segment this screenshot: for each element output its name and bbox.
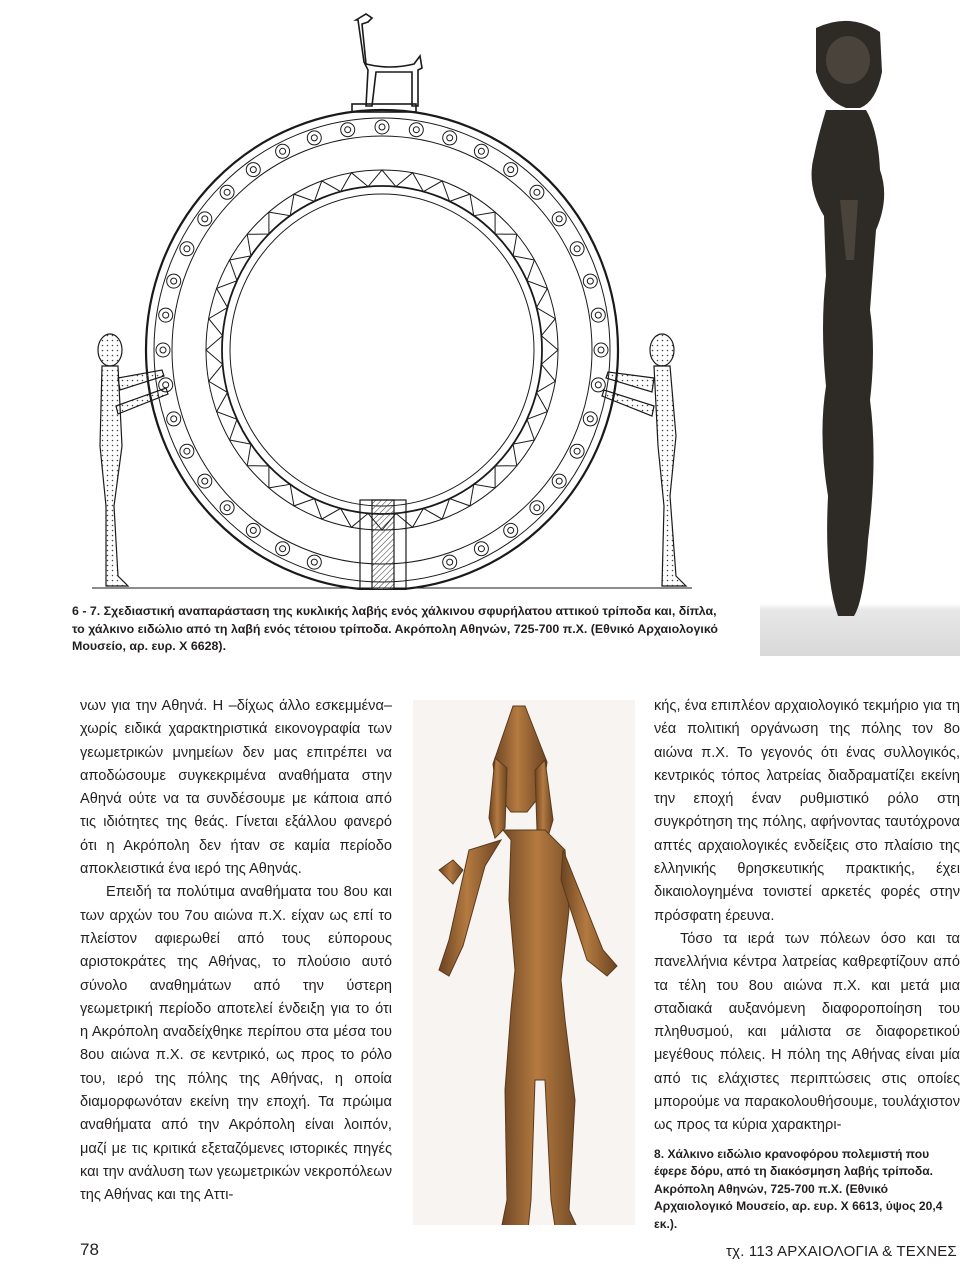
paragraph: Επειδή τα πολύτιμα αναθήματα του 8ου και των αρχών του 7ου αιώνα π.Χ. είχαν ως επί το πλείστον αφιερωθεί από τους εύπορους αριστοκράτες της Αθήνας, το πλούσιο αυτό σύνολο αναθημάτων από την ύστερη γεωμετρική περίοδο αποτελεί ένδειξη για το ότι η Ακρόπολη αναδείχθηκε περίπου στα μέσα του 8ου αιώνα π.Χ. σε κεντρικό, ως προς το ρόλο του, ιερό της πόλης της Αθήνας, η οποία διαμορφωνόταν εκείνη την εποχή. Τα πρώιμα αναθήματα από την Ακρόπολη είναι λοιπόν, μαζί με τις κριτικά εξεταζόμενες ιστορικές πηγές και την ανάλυση των γεωμετρικών νεκροπόλεων της Αθήνας και της Αττι- bbox=[80, 884, 392, 1204]
bronze-warrior-photo bbox=[413, 700, 635, 1225]
paragraph: Τόσο τα ιερά των πόλεων όσο και τα πανελλήνια κέντρα λατρείας καθρεφτίζουν από τα τέλη του 8ου αιώνα π.Χ. και μετά μια σταδιακά αυξανόμενη διαφοροποίηση του πληθυσμού, και μάλιστα σε διαφορετικού μεγέθους πόλεις. Η πόλη της Αθήνας είναι μία από τις ελάχιστες περιπτώσεις στις οποίες μπορούμε να παρακολουθήσουμε, τουλάχιστον ως προς τα κύρια χαρακτηρι- bbox=[654, 930, 960, 1134]
text-column-right bbox=[654, 695, 960, 1138]
text-column-left bbox=[80, 695, 392, 1208]
tripod-handle-drawing bbox=[70, 8, 710, 590]
paragraph: νων για την Αθηνά. Η –δίχως άλλο εσκεμμένα– χωρίς ειδικά χαρακτηριστικά εικονογραφία των γεωμετρικών μνημείων δεν μας επιτρέπει να αποδώσουμε συγκεκριμένα αναθήματα στην Αθηνά ούτε να τα συνδέσουμε με κάποια από τις ιδιότητες της θεάς. Γίνεται εξάλλου φανερό ότι η Ακρόπολη δεν ήταν σε καμία περίοδο αποκλειστικά ένα ιερό της Αθηνάς. bbox=[80, 698, 392, 878]
bronze-statuette-photo bbox=[760, 0, 960, 656]
paragraph: κής, ένα επιπλέον αρχαιολογικό τεκμήριο για τη νέα πολιτική οργάνωση της πόλης τον 8ο αιώνα π.Χ. Το γεγονός ότι ένας συλλογικός, κεντρικός τόπος λατρείας διαδραματίζει εκείνη την εποχή έναν ρυθμιστικό ρόλο στη συγκρότηση της πόλης, αφήνοντας ταυτόχρονα απτές αρχαιολογικές ενδείξεις στο πλαίσιο της ελληνικής θρησκευτικής πρακτικής, έχει δικαιολογημένα τονιστεί αρκετές φορές στην πρόσφατη έρευνα. bbox=[654, 698, 960, 924]
right-figure bbox=[602, 334, 686, 586]
figure-8-caption: 8. Χάλκινο ειδώλιο κρανοφόρου πολεμιστή που έφερε δόρυ, από τη διακόσμηση λαβής τρίποδα. Ακρόπολη Αθηνών, 725-700 π.Χ. (Εθνικό Αρχαιολογικό Μουσείο, αρ. ευρ. Χ 6613, ύψος 20,4 εκ.). bbox=[654, 1147, 943, 1231]
horse-figure bbox=[352, 14, 422, 112]
magazine-issue-label: τχ. 113 ΑΡΧΑΙΟΛΟΓΙΑ & ΤΕΧΝΕΣ bbox=[726, 1243, 957, 1260]
left-figure bbox=[98, 334, 168, 586]
figure-6-7-caption: 6 - 7. Σχεδιαστική αναπαράσταση της κυκλικής λαβής ενός χάλκινου σφυρήλατου αττικού τρίποδα και, δίπλα, το χάλκινο ειδώλιο από τη λαβή ενός τέτοιου τρίποδα. Ακρόπολη Αθηνών, 725-700 π.Χ. (Εθνικό Αρχαιολογικό Μουσείο, αρ. ευρ. Χ 6628). bbox=[72, 604, 718, 653]
page-number: 78 bbox=[80, 1240, 99, 1259]
